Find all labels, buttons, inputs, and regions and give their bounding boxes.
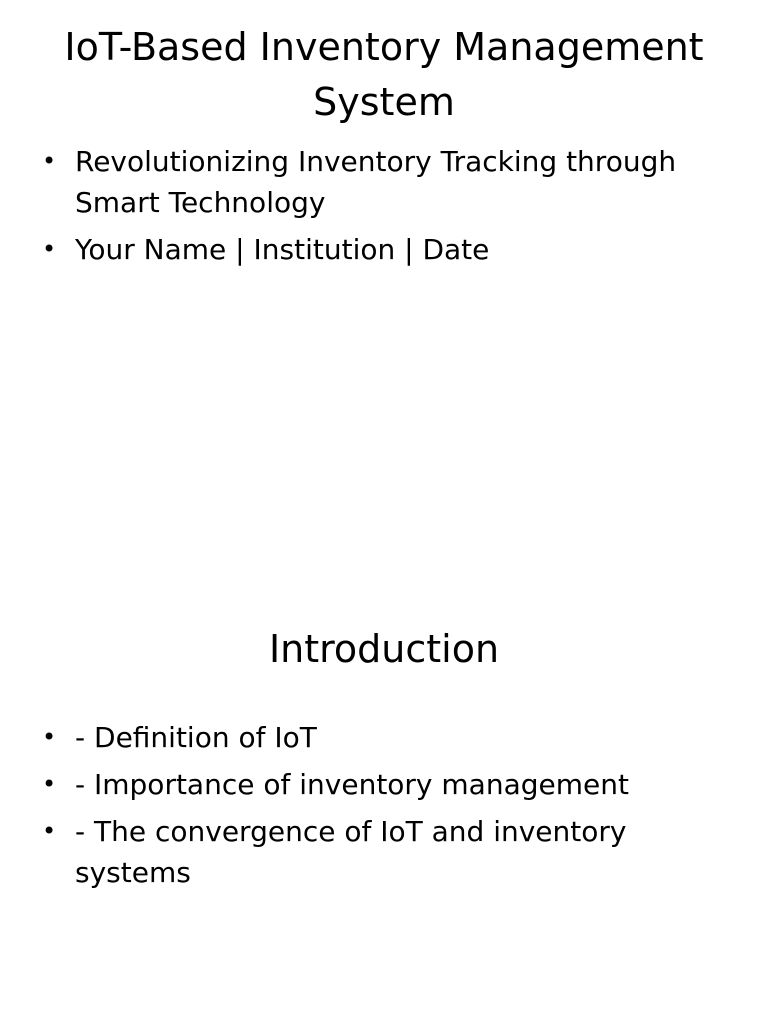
bullet-icon: • [42, 723, 57, 751]
bullet-text: Your Name | Institution | Date [75, 233, 490, 266]
bullet-text: - Importance of inventory management [75, 768, 629, 801]
bullet-icon: • [42, 817, 57, 845]
bullet-item [38, 141, 698, 223]
bullet-list [38, 717, 698, 899]
slide-2 [0, 576, 768, 1024]
slide-title: Introduction [268, 627, 500, 671]
bullet-item [38, 229, 698, 270]
bullet-item [38, 811, 698, 893]
bullet-item [38, 717, 698, 758]
bullet-text: - Definition of IoT [75, 721, 317, 754]
bullet-icon: • [42, 147, 57, 175]
bullet-text: - The convergence of IoT and inventory systems [75, 815, 627, 889]
bullet-icon: • [42, 770, 57, 798]
slide-title: IoT-Based Inventory Management System [64, 25, 704, 124]
bullet-item [38, 764, 698, 805]
bullet-text: Revolutionizing Inventory Tracking through Smart Technology [75, 145, 677, 219]
bullet-list [38, 141, 698, 276]
bullet-icon: • [42, 235, 57, 263]
